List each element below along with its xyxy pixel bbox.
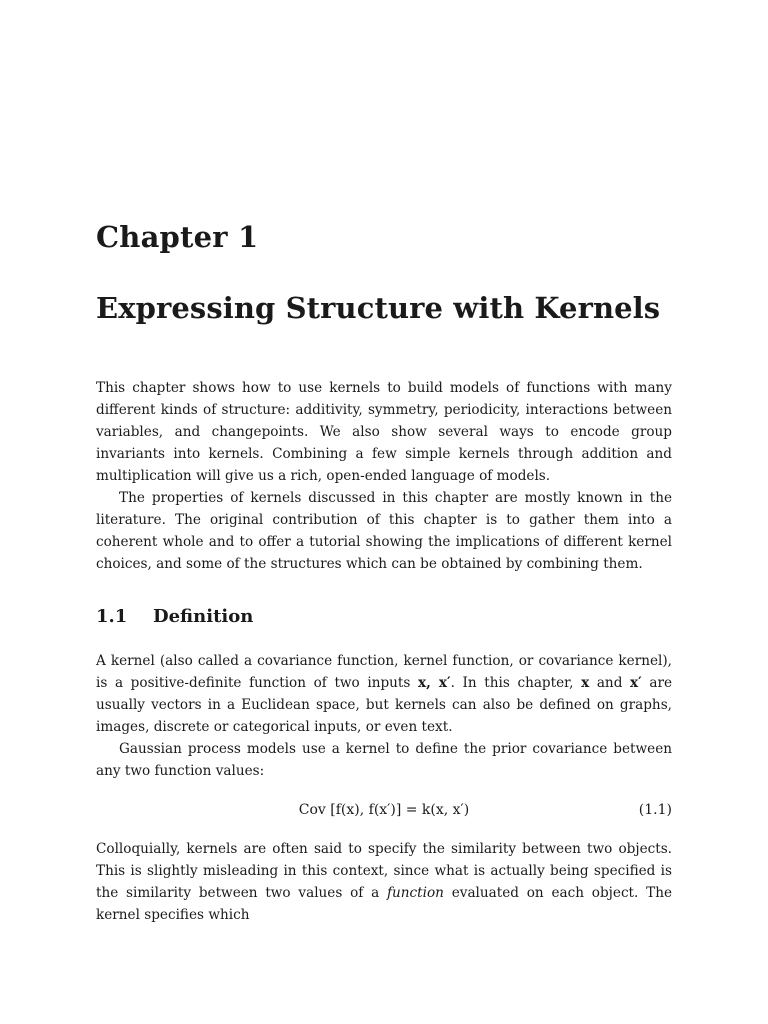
- intro-paragraph-1: This chapter shows how to use kernels to build models of functions with many different kinds of structure: additivity, symmetry, periodicity, interactions between variables, and changepoints. We also show several ways to encode group invariants into kernels. Combining a few simple kernels through addition and multiplication will give us a rich, open-ended language of models.: [96, 380, 672, 484]
- definition-text-and: and: [589, 675, 631, 691]
- intro-paragraph-2: The properties of kernels discussed in this chapter are mostly known in the literature. The original contribution of this chapter is to gather them into a coherent whole and to offer a tutorial showing the implications of different kernel choices, and some of the structures which can be obtained by combining them.: [96, 490, 672, 572]
- section-heading: [96, 606, 253, 627]
- equation-number: (1.1): [638, 802, 672, 818]
- definition-paragraph-3: [96, 838, 672, 926]
- math-x: x: [581, 675, 590, 691]
- chapter-label: Chapter 1: [96, 220, 259, 254]
- definition-paragraph-2: Gaussian process models use a kernel to define the prior covariance between any two function values:: [96, 741, 672, 779]
- section-title: Definition: [153, 606, 254, 627]
- equation-1-1: [96, 799, 672, 821]
- definition-text-after: are usually vectors in a Euclidean space, but kernels can also be defined on graphs, images, discrete or categorical inputs, or even text.: [96, 675, 673, 735]
- math-x-prime: x′: [630, 675, 642, 691]
- similarity-text-before: Colloquially, kernels are often said to specify the similarity between two objects. This is slightly misleading in this context, since what is actually being specified is the similarity between two values of a: [96, 841, 672, 901]
- similarity-text-after: evaluated on each object. The kernel specifies which: [96, 885, 672, 923]
- definition-text-middle: . In this chapter,: [450, 675, 582, 691]
- equation-body: Cov [f(x), f(x′)] = k(x, x′): [298, 802, 470, 818]
- chapter-title: Expressing Structure with Kernels: [96, 291, 661, 325]
- definition-paragraph-1: [96, 650, 672, 738]
- emphasis-function: function: [387, 885, 444, 901]
- section-number: 1.1: [96, 606, 128, 627]
- math-inputs: x, x′: [418, 675, 451, 691]
- definition-text-before: A kernel (also called a covariance function, kernel function, or covariance kernel), is a positive-definite function of two inputs: [96, 653, 672, 691]
